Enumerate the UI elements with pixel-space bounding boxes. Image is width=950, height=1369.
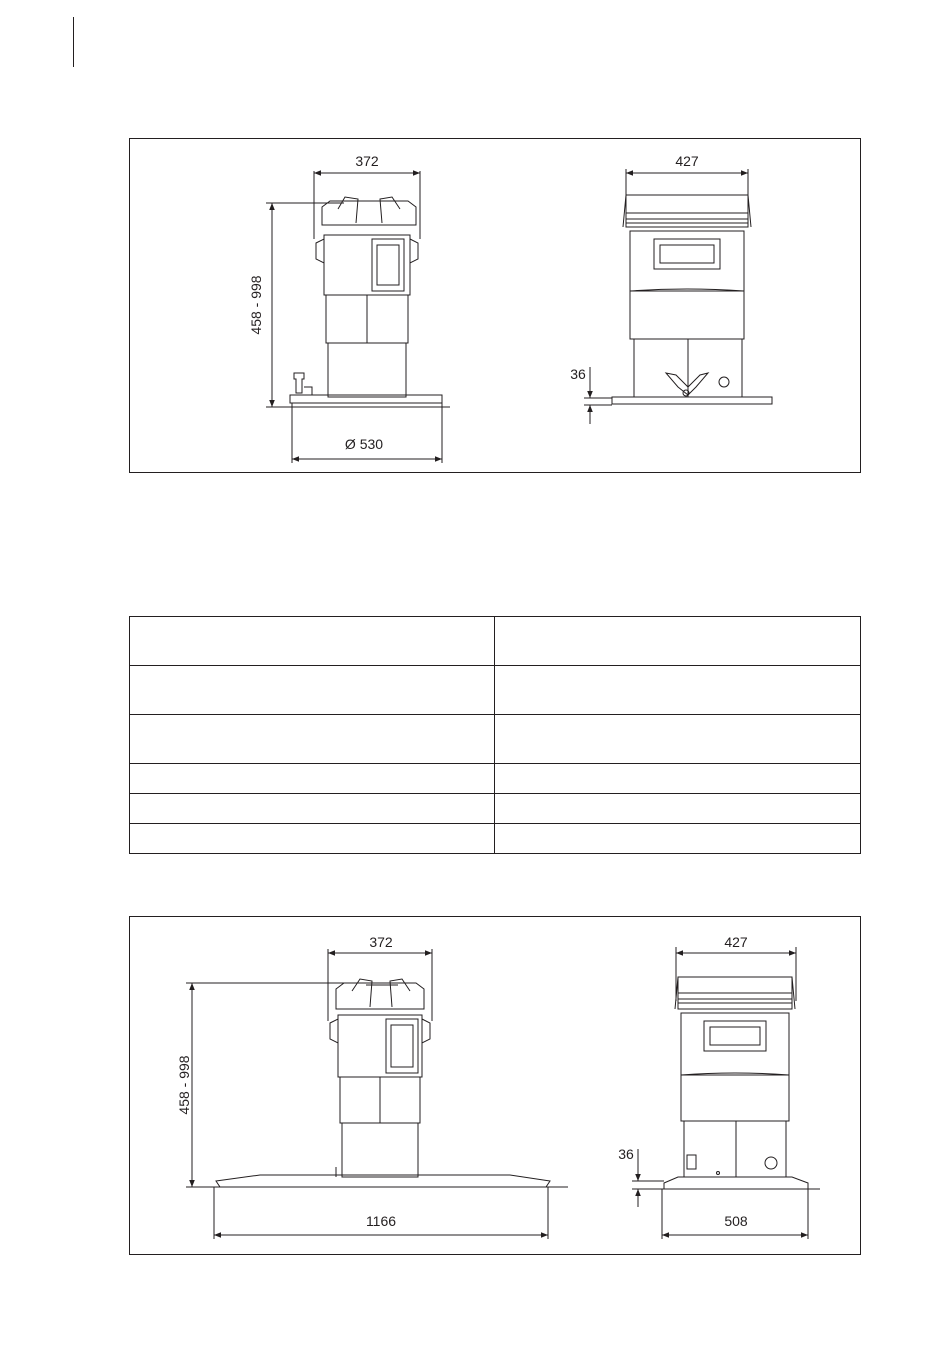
table-cell — [495, 794, 861, 824]
table-row — [130, 824, 861, 854]
table-row — [130, 764, 861, 794]
table-row — [130, 794, 861, 824]
fig1-width-dim-right: 427 — [675, 153, 699, 169]
drawing-canvas — [130, 917, 862, 1256]
fig1-width-dim-left: 372 — [355, 153, 379, 169]
fig2-width-dim-left: 372 — [369, 934, 393, 950]
table-cell — [495, 764, 861, 794]
table-row — [130, 617, 861, 666]
table-cell — [130, 824, 495, 854]
table-row — [130, 666, 861, 715]
unit-front-view — [664, 977, 808, 1189]
table-cell — [130, 764, 495, 794]
fig1-height-dim: 458 - 998 — [248, 275, 264, 335]
table-cell — [130, 617, 495, 666]
table-cell — [130, 715, 495, 764]
fig1-base-height-dim: 36 — [570, 366, 586, 382]
dimension-drawing-round-base — [129, 138, 861, 473]
table-cell — [495, 715, 861, 764]
fig2-height-dim: 458 - 998 — [176, 1055, 192, 1115]
margin-bar — [73, 17, 74, 67]
fig2-base-height-dim: 36 — [618, 1146, 634, 1162]
table-cell — [130, 794, 495, 824]
drawing-canvas — [130, 139, 862, 474]
table-cell — [495, 824, 861, 854]
spec-table — [129, 616, 861, 854]
unit-front-view — [612, 195, 772, 404]
table-cell — [130, 666, 495, 715]
unit-side-view — [290, 197, 442, 403]
dimension-drawing-wide-base — [129, 916, 861, 1255]
table-cell — [495, 666, 861, 715]
fig2-base-dim-right: 508 — [724, 1213, 748, 1229]
unit-side-view — [216, 979, 550, 1187]
table-row — [130, 715, 861, 764]
table-cell — [495, 617, 861, 666]
fig1-base-diameter-dim: Ø 530 — [344, 436, 384, 452]
fig2-width-dim-right: 427 — [724, 934, 748, 950]
fig2-base-dim-left: 1166 — [365, 1213, 397, 1229]
